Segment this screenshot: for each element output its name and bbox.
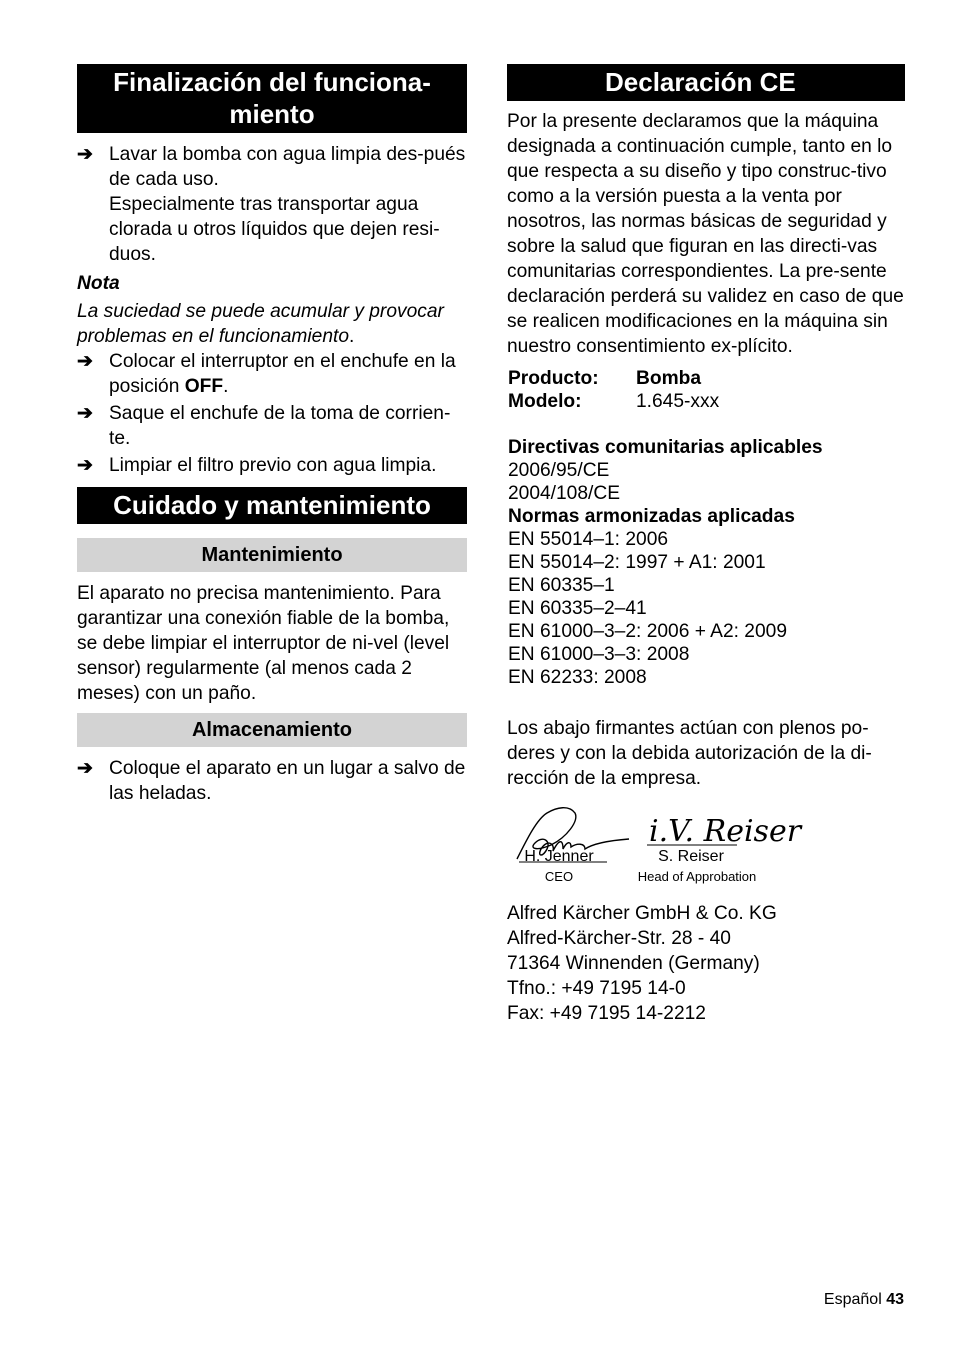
signer-role-reiser: Head of Approbation (637, 869, 757, 884)
signer-name-jenner: H. Jenner (524, 848, 594, 865)
signer-name-reiser: S. Reiser (658, 848, 724, 865)
maintenance-text: El aparato no precisa mantenimiento. Para garantizar una conexión fiable de la bomba, se debe limpiar el interruptor de ni-vel (level sensor) regularmente (al menos cada 2 meses) con un paño. (77, 583, 450, 704)
arrow-right-icon: ➔ (77, 351, 93, 372)
product-spec (507, 367, 905, 689)
note-text: La suciedad se puede acumular y provocar problemas en el funcionamiento. (77, 301, 444, 347)
norm-item: EN 55014–2: 1997 + A1: 2001 (508, 552, 766, 573)
list-item-text: Coloque el aparato en un lugar a salvo de las heladas. (109, 758, 466, 804)
norm-item: EN 55014–1: 2006 (508, 529, 669, 550)
address-line: Fax: +49 7195 14-2212 (507, 1003, 706, 1024)
list-item (77, 756, 467, 806)
list-item (77, 142, 467, 267)
product-label: Producto: (508, 368, 599, 389)
model-value: 1.645-xxx (636, 391, 720, 412)
product-value: Bomba (636, 368, 702, 389)
list-item (77, 453, 467, 478)
section-title-shutdown: Finalización del funciona- miento (77, 64, 467, 133)
right-column (507, 64, 905, 1026)
arrow-right-icon: ➔ (77, 455, 93, 476)
list-item (77, 401, 467, 451)
norm-item: EN 61000–3–2: 2006 + A2: 2009 (508, 621, 787, 642)
subsection-title-maintenance: Mantenimiento (77, 538, 467, 572)
directives-label: Directivas comunitarias aplicables (508, 437, 823, 458)
arrow-right-icon: ➔ (77, 403, 93, 424)
product-row (508, 367, 905, 390)
norm-item: EN 61000–3–3: 2008 (508, 644, 690, 665)
address-line: 71364 Winnenden (Germany) (507, 953, 760, 974)
list-item-text: Saque el enchufe de la toma de corrien-te. (109, 403, 451, 449)
address-line: Alfred-Kärcher-Str. 28 - 40 (507, 928, 731, 949)
footer-language: Español (823, 1291, 882, 1308)
signature-block (507, 799, 905, 907)
directive-item: 2006/95/CE (508, 460, 610, 481)
list-item-text: Limpiar el filtro previo con agua limpia. (109, 455, 437, 476)
signatories-text: Los abajo firmantes actúan con plenos po-deres y con la debida autorización de la di-rección de la empresa. (507, 718, 872, 789)
model-label: Modelo: (508, 391, 582, 412)
list-item-text: Especialmente tras transportar agua clorada u otros líquidos que dejen resi-duos. (109, 194, 440, 265)
note-label: Nota (77, 273, 120, 294)
directive-item: 2004/108/CE (508, 483, 621, 504)
company-address (507, 901, 905, 1026)
list-item (77, 349, 467, 399)
left-column (77, 64, 467, 806)
note-text-content: La suciedad se puede acumular y provocar problemas en el funcionamiento (77, 301, 444, 347)
norm-item: EN 62233: 2008 (508, 667, 647, 688)
address-line: Alfred Kärcher GmbH & Co. KG (507, 903, 777, 924)
model-row (508, 390, 905, 413)
section-title-ce-declaration: Declaración CE (507, 64, 905, 101)
signature-reiser-text: i.V. Reiser (649, 814, 802, 849)
norm-item: EN 60335–1 (508, 575, 615, 596)
section-title-care: Cuidado y mantenimiento (77, 487, 467, 524)
page-number: 43 (886, 1291, 904, 1308)
subsection-title-storage: Almacenamiento (77, 713, 467, 747)
list-item-text: Lavar la bomba con agua limpia des-pués de cada uso. (109, 144, 466, 190)
norms-label: Normas armonizadas aplicadas (508, 506, 795, 527)
list-item-text-part: Colocar el interruptor en el enchufe en la posición (109, 351, 456, 397)
arrow-right-icon: ➔ (77, 758, 93, 779)
signer-role-jenner: CEO (544, 869, 574, 884)
norm-item: EN 60335–2–41 (508, 598, 647, 619)
address-line: Tfno.: +49 7195 14-0 (507, 978, 686, 999)
declaration-intro: Por la presente declaramos que la máquina designada a continuación cumple, tanto en lo que respecta a su diseño y tipo construc-tivo como a la versión puesta a la venta por nosotros, las normas básicas de seguridad y sobre la salud que figuran en las directi-vas comunitarias correspondientes. La pre-sente declaración perderá su validez en caso de que se realicen modificaciones en la máquina sin nuestro consentimiento ex-plícito. (507, 111, 904, 357)
page-footer (824, 1290, 904, 1310)
arrow-right-icon: ➔ (77, 144, 93, 165)
off-keyword: OFF (184, 376, 224, 397)
list-item-text: Colocar el interruptor en el enchufe en la posición OFF. (109, 351, 456, 397)
